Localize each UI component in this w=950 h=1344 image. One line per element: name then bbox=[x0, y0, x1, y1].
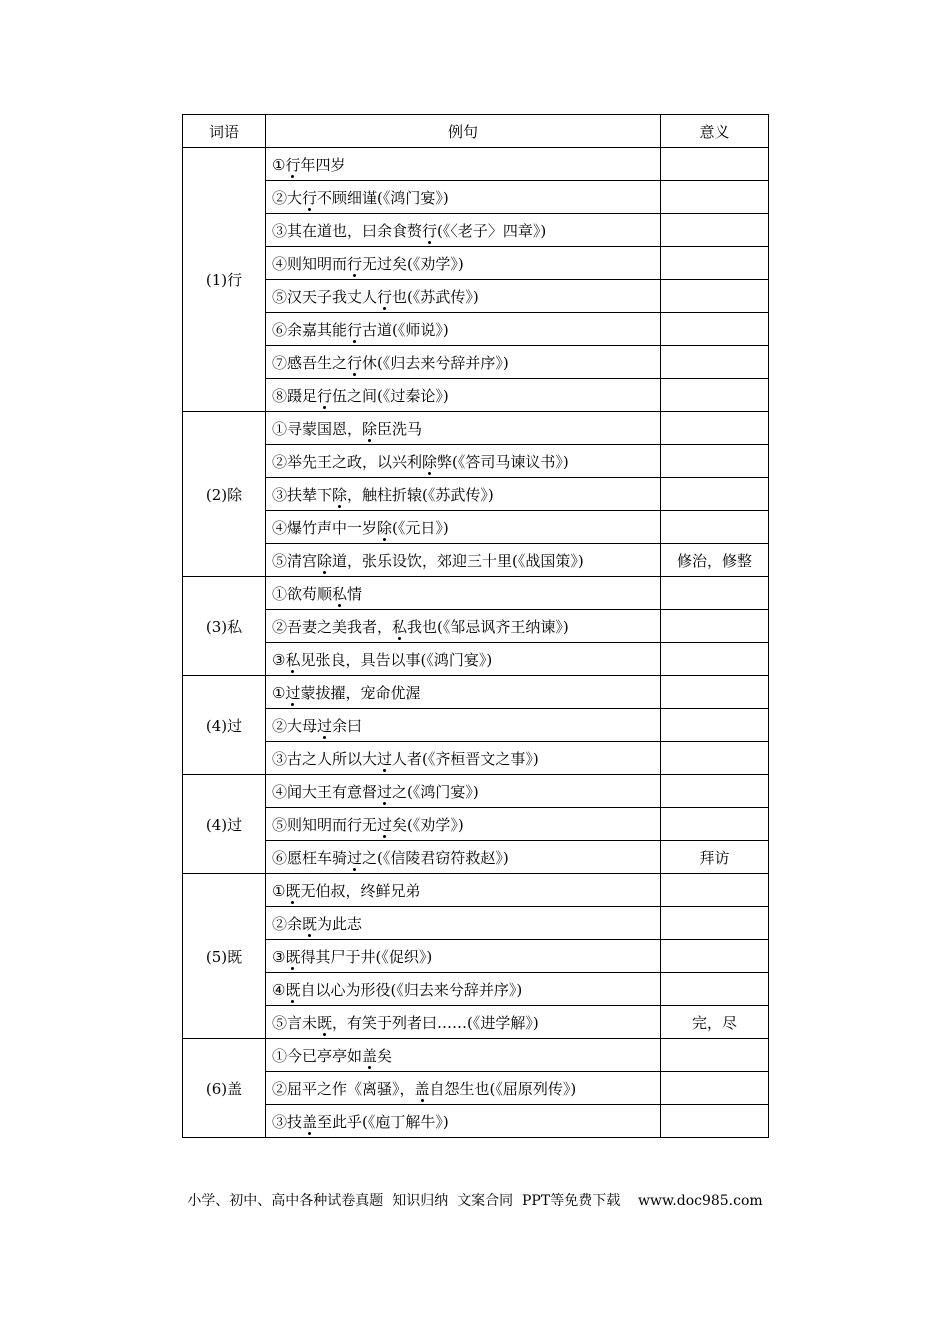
meaning-cell bbox=[661, 775, 769, 808]
example-cell: ④爆竹声中一岁除(《元日》) bbox=[266, 511, 661, 544]
meaning-cell bbox=[661, 214, 769, 247]
example-cell: ①寻蒙国恩，除臣洗马 bbox=[266, 412, 661, 445]
example-cell: ①行年四岁 bbox=[266, 148, 661, 181]
table-row bbox=[183, 412, 769, 445]
emphasis-dot-char: 行 bbox=[422, 221, 438, 240]
table-row bbox=[183, 1072, 769, 1105]
emphasis-dot-char: 既 bbox=[285, 980, 301, 999]
table-row bbox=[183, 610, 769, 643]
word-cell: (3)私 bbox=[183, 577, 266, 676]
example-cell: ⑥愿枉车骑过之(《信陵君窃符救赵》) bbox=[266, 841, 661, 874]
meaning-cell: 修治，修整 bbox=[661, 544, 769, 577]
example-cell: ②大母过余曰 bbox=[266, 709, 661, 742]
table-row bbox=[183, 940, 769, 973]
example-cell: ①欲苟顺私情 bbox=[266, 577, 661, 610]
example-cell: ③其在道也，曰余食赘行(《〈老子〉四章》) bbox=[266, 214, 661, 247]
emphasis-dot-char: 行 bbox=[377, 287, 393, 306]
header-example: 例句 bbox=[266, 115, 661, 148]
example-cell: ①今已亭亭如盖矣 bbox=[266, 1039, 661, 1072]
meaning-cell bbox=[661, 412, 769, 445]
example-cell: ⑤言未既，有笑于列者曰……(《进学解》) bbox=[266, 1006, 661, 1039]
emphasis-dot-char: 除 bbox=[377, 518, 393, 537]
example-cell: ②余既为此志 bbox=[266, 907, 661, 940]
table-row bbox=[183, 1105, 769, 1138]
example-cell: ②吾妻之美我者，私我也(《邹忌讽齐王纳谏》) bbox=[266, 610, 661, 643]
meaning-cell: 拜访 bbox=[661, 841, 769, 874]
word-cell: (4)过 bbox=[183, 676, 266, 775]
emphasis-dot-char: 过 bbox=[377, 782, 393, 801]
table-row bbox=[183, 643, 769, 676]
emphasis-dot-char: 除 bbox=[317, 551, 333, 570]
meaning-cell bbox=[661, 874, 769, 907]
meaning-cell bbox=[661, 379, 769, 412]
emphasis-dot-char: 过 bbox=[377, 815, 393, 834]
emphasis-dot-char: 过 bbox=[347, 848, 363, 867]
example-cell: ②举先王之政，以兴利除弊(《答司马谏议书》) bbox=[266, 445, 661, 478]
table-row bbox=[183, 313, 769, 346]
table-row bbox=[183, 1039, 769, 1072]
emphasis-dot-char: 私 bbox=[332, 584, 348, 603]
meaning-cell bbox=[661, 676, 769, 709]
meaning-cell bbox=[661, 346, 769, 379]
example-cell: ④闻大王有意督过之(《鸿门宴》) bbox=[266, 775, 661, 808]
page-footer: 小学、初中、高中各种试卷真题 知识归纳 文案合同 PPT等免费下载 www.doc985.com bbox=[187, 1193, 763, 1209]
example-cell: ⑤清宫除道，张乐设饮，郊迎三十里(《战国策》) bbox=[266, 544, 661, 577]
table-row bbox=[183, 1006, 769, 1039]
example-cell: ③既得其尸于井(《促织》) bbox=[266, 940, 661, 973]
table-row bbox=[183, 808, 769, 841]
emphasis-dot-char: 私 bbox=[392, 617, 408, 636]
meaning-cell bbox=[661, 280, 769, 313]
word-cell: (1)行 bbox=[183, 148, 266, 412]
example-cell: ⑥余嘉其能行古道(《师说》) bbox=[266, 313, 661, 346]
header-word: 词语 bbox=[183, 115, 266, 148]
emphasis-dot-char: 既 bbox=[285, 947, 301, 966]
emphasis-dot-char: 盖 bbox=[302, 1112, 318, 1131]
table-row bbox=[183, 148, 769, 181]
example-cell: ⑤则知明而行无过矣(《劝学》) bbox=[266, 808, 661, 841]
meaning-cell bbox=[661, 1105, 769, 1138]
meaning-cell bbox=[661, 247, 769, 280]
meaning-cell bbox=[661, 148, 769, 181]
emphasis-dot-char: 既 bbox=[317, 1013, 333, 1032]
word-cell: (6)盖 bbox=[183, 1039, 266, 1138]
table-row bbox=[183, 775, 769, 808]
example-cell: ⑤汉天子我丈人行也(《苏武传》) bbox=[266, 280, 661, 313]
meaning-cell bbox=[661, 808, 769, 841]
example-cell: ②屈平之作《离骚》，盖自怨生也(《屈原列传》) bbox=[266, 1072, 661, 1105]
table-row bbox=[183, 973, 769, 1006]
emphasis-dot-char: 行 bbox=[302, 188, 318, 207]
meaning-cell bbox=[661, 577, 769, 610]
word-cell: (5)既 bbox=[183, 874, 266, 1039]
meaning-cell bbox=[661, 478, 769, 511]
example-cell: ③古之人所以大过人者(《齐桓晋文之事》) bbox=[266, 742, 661, 775]
table-row bbox=[183, 181, 769, 214]
table-row bbox=[183, 544, 769, 577]
emphasis-dot-char: 行 bbox=[347, 353, 363, 372]
meaning-cell bbox=[661, 973, 769, 1006]
table-row bbox=[183, 445, 769, 478]
emphasis-dot-char: 行 bbox=[347, 320, 363, 339]
emphasis-dot-char: 既 bbox=[285, 881, 301, 900]
emphasis-dot-char: 过 bbox=[285, 683, 301, 702]
example-cell: ③私见张良，具告以事(《鸿门宴》) bbox=[266, 643, 661, 676]
table-body bbox=[183, 148, 769, 1138]
table-row bbox=[183, 379, 769, 412]
example-cell: ④既自以心为形役(《归去来兮辞并序》) bbox=[266, 973, 661, 1006]
meaning-cell bbox=[661, 610, 769, 643]
meaning-cell bbox=[661, 313, 769, 346]
meaning-cell bbox=[661, 445, 769, 478]
meaning-cell bbox=[661, 643, 769, 676]
emphasis-dot-char: 除 bbox=[362, 419, 378, 438]
example-cell: ⑦感吾生之行休(《归去来兮辞并序》) bbox=[266, 346, 661, 379]
header-meaning: 意义 bbox=[661, 115, 769, 148]
meaning-cell bbox=[661, 940, 769, 973]
emphasis-dot-char: 除 bbox=[332, 485, 348, 504]
meaning-cell: 完，尽 bbox=[661, 1006, 769, 1039]
emphasis-dot-char: 既 bbox=[302, 914, 318, 933]
meaning-cell bbox=[661, 709, 769, 742]
table-row bbox=[183, 907, 769, 940]
example-cell: ③扶辇下除，触柱折辕(《苏武传》) bbox=[266, 478, 661, 511]
example-cell: ③技盖至此乎(《庖丁解牛》) bbox=[266, 1105, 661, 1138]
table-row bbox=[183, 841, 769, 874]
table-row bbox=[183, 709, 769, 742]
meaning-cell bbox=[661, 1039, 769, 1072]
table-row bbox=[183, 346, 769, 379]
emphasis-dot-char: 行 bbox=[317, 386, 333, 405]
table-row bbox=[183, 280, 769, 313]
table-row bbox=[183, 874, 769, 907]
table-row bbox=[183, 577, 769, 610]
example-cell: ④则知明而行无过矣(《劝学》) bbox=[266, 247, 661, 280]
table-row bbox=[183, 247, 769, 280]
word-cell: (2)除 bbox=[183, 412, 266, 577]
word-cell: (4)过 bbox=[183, 775, 266, 874]
vocabulary-table bbox=[182, 114, 769, 1138]
table-row bbox=[183, 214, 769, 247]
example-cell: ①既无伯叔，终鲜兄弟 bbox=[266, 874, 661, 907]
table-row bbox=[183, 511, 769, 544]
meaning-cell bbox=[661, 181, 769, 214]
meaning-cell bbox=[661, 1072, 769, 1105]
meaning-cell bbox=[661, 742, 769, 775]
table-row bbox=[183, 478, 769, 511]
meaning-cell bbox=[661, 511, 769, 544]
emphasis-dot-char: 行 bbox=[285, 155, 301, 174]
emphasis-dot-char: 盖 bbox=[362, 1046, 378, 1065]
emphasis-dot-char: 过 bbox=[317, 716, 333, 735]
example-cell: ⑧蹑足行伍之间(《过秦论》) bbox=[266, 379, 661, 412]
meaning-cell bbox=[661, 907, 769, 940]
example-cell: ②大行不顾细谨(《鸿门宴》) bbox=[266, 181, 661, 214]
emphasis-dot-char: 盖 bbox=[414, 1079, 430, 1098]
emphasis-dot-char: 过 bbox=[377, 749, 393, 768]
table-row bbox=[183, 676, 769, 709]
header-row bbox=[183, 115, 769, 148]
table-row bbox=[183, 742, 769, 775]
example-cell: ①过蒙拔擢，宠命优渥 bbox=[266, 676, 661, 709]
emphasis-dot-char: 除 bbox=[422, 452, 438, 471]
emphasis-dot-char: 私 bbox=[285, 650, 301, 669]
emphasis-dot-char: 行 bbox=[347, 254, 363, 273]
